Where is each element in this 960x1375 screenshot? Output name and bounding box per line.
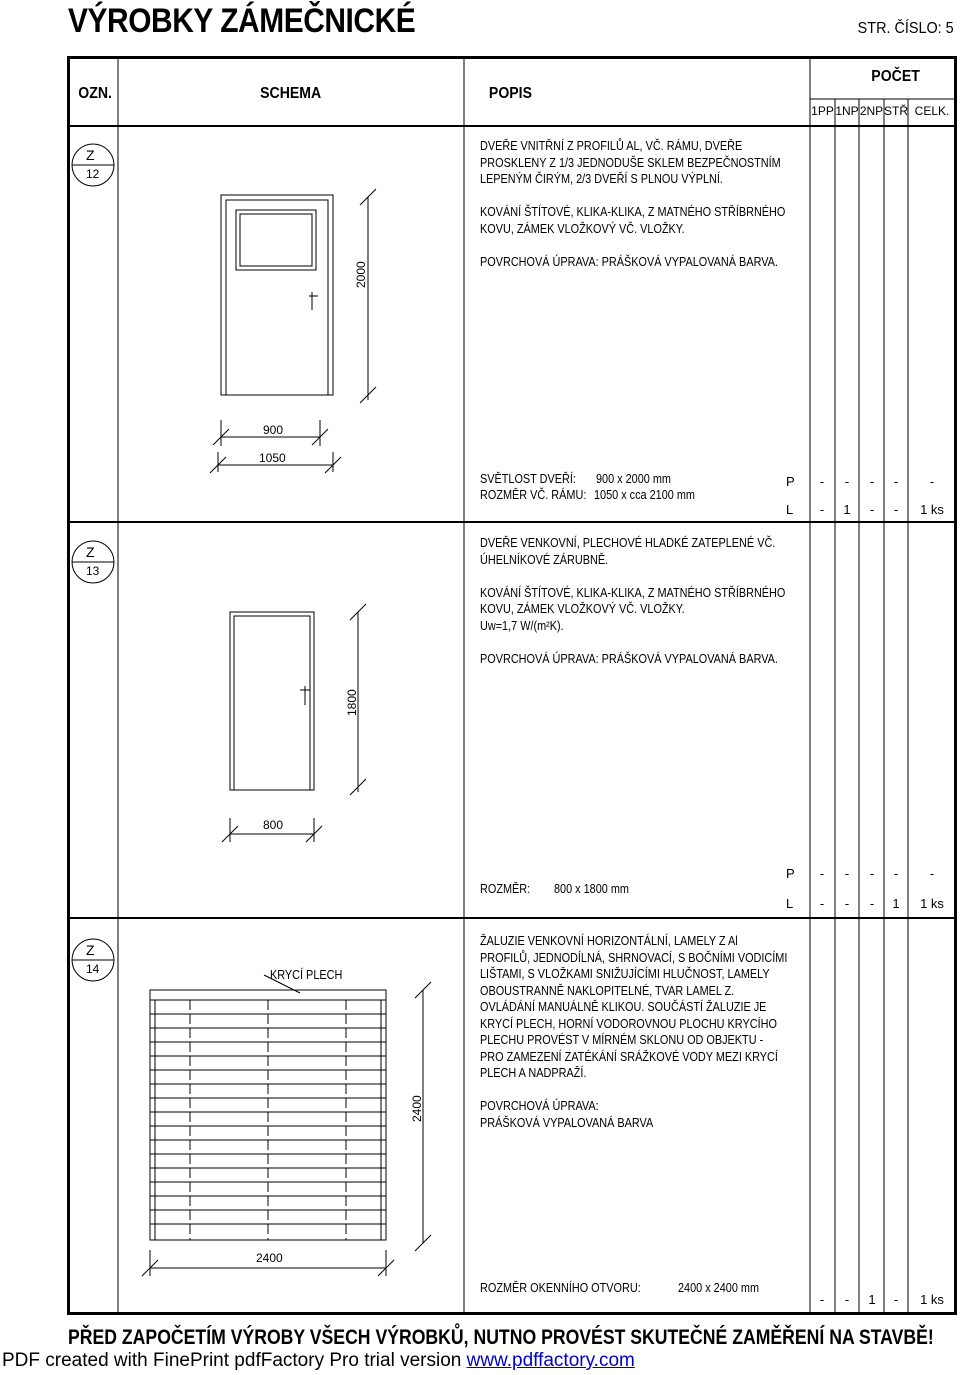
desc-line: KRYCÍ PLECH, HORNÍ VODOROVNOU PLOCHU KRYCÍHO bbox=[480, 1016, 777, 1031]
count-cell: 1 bbox=[892, 896, 900, 911]
size-value: 800 x 1800 mm bbox=[554, 882, 629, 896]
desc-line: PROSKLENY Z 1/3 JEDNODUŠE SKLEM BEZPEČNOSTNÍM bbox=[480, 155, 781, 170]
size-label: ROZMĚR: bbox=[480, 882, 531, 896]
desc-line: ŽALUZIE VENKOVNÍ HORIZONTÁLNÍ, LAMELY Z Al bbox=[480, 934, 738, 948]
count-cell: - bbox=[893, 866, 899, 881]
count-cell: - bbox=[819, 474, 825, 489]
count-cell: 1 bbox=[868, 1292, 876, 1307]
count-cell: - bbox=[819, 866, 825, 881]
dim-width-z13: 800 bbox=[263, 818, 284, 832]
desc-line: ÚHELNÍKOVÉ ZÁRUBNĚ. bbox=[480, 552, 609, 567]
desc-line bbox=[480, 237, 785, 254]
desc-line: Uw=1,7 W/(m²K). bbox=[480, 618, 564, 633]
count-side-p: P bbox=[786, 866, 795, 881]
header-pocet: POČET bbox=[871, 68, 920, 85]
item-z12-description bbox=[480, 138, 785, 270]
desc-line bbox=[480, 1082, 787, 1099]
count-side-l: L bbox=[786, 896, 794, 911]
desc-line bbox=[480, 634, 785, 651]
item-z13-description bbox=[480, 535, 785, 667]
size-value: 900 x 2000 mm bbox=[596, 472, 671, 486]
pdf-footer-text: PDF created with FinePrint pdfFactory Pro trial version bbox=[2, 1350, 467, 1371]
count-cell: - bbox=[819, 502, 825, 517]
desc-line: POVRCHOVÁ ÚPRAVA: bbox=[480, 1099, 599, 1113]
door-z12-drawing bbox=[210, 189, 376, 473]
pdf-footer-link[interactable]: www.pdffactory.com bbox=[466, 1350, 635, 1371]
pdf-footer bbox=[2, 1350, 635, 1372]
count-cell: - bbox=[893, 1292, 899, 1307]
dim-width-z14: 2400 bbox=[256, 1251, 283, 1265]
desc-line: DVEŘE VNITŘNÍ Z PROFILŮ AL, VČ. RÁMU, DVEŘE bbox=[480, 139, 743, 153]
page-title: VÝROBKY ZÁMEČNICKÉ bbox=[68, 2, 416, 40]
count-cell: - bbox=[869, 866, 875, 881]
footer-warning: PŘED ZAPOČETÍM VÝROBY VŠECH VÝROBKŮ, NUTNO PROVÉST SKUTEČNÉ ZAMĚŘENÍ NA STAVBĚ! bbox=[68, 1326, 934, 1349]
size-label: ROZMĚR VČ. RÁMU: bbox=[480, 488, 587, 502]
size-label: ROZMĚR OKENNÍHO OTVORU: bbox=[480, 1281, 641, 1295]
dim-height-z14: 2400 bbox=[410, 1095, 424, 1122]
count-cell: - bbox=[844, 1292, 850, 1307]
desc-line: OVLÁDÁNÍ MANUÁLNĚ KLIKOU. SOUČÁSTÍ ŽALUZIE JE bbox=[480, 1000, 767, 1014]
count-cell: 1 bbox=[843, 502, 851, 517]
floor-str: STŘ bbox=[884, 104, 908, 118]
count-cell: - bbox=[893, 502, 899, 517]
desc-line: PLECHU PROVÉST V MÍRNÉM SKLONU OD OBJEKTU - bbox=[480, 1033, 764, 1047]
mark-number-z12: 12 bbox=[86, 167, 100, 181]
count-cell: - bbox=[869, 502, 875, 517]
count-cell: - bbox=[844, 896, 850, 911]
desc-line: DVEŘE VENKOVNÍ, PLECHOVÉ HLADKÉ ZATEPLENÉ VČ. bbox=[480, 536, 776, 550]
dim-width-inner-z12: 900 bbox=[263, 423, 284, 437]
item-z14-description bbox=[480, 933, 787, 1131]
count-cell: - bbox=[844, 866, 850, 881]
desc-line: POVRCHOVÁ ÚPRAVA: PRÁŠKOVÁ VYPALOVANÁ BARVA. bbox=[480, 254, 778, 269]
dim-height-z12: 2000 bbox=[354, 261, 368, 288]
floor-headers bbox=[810, 104, 956, 118]
desc-line: KOVU, ZÁMEK VLOŽKOVÝ VČ. VLOŽKY. bbox=[480, 602, 685, 616]
page-number: STR. ČÍSLO: 5 bbox=[857, 20, 954, 37]
desc-line bbox=[480, 188, 785, 205]
count-cell: - bbox=[819, 1292, 825, 1307]
mark-letter-z12: Z bbox=[86, 147, 95, 163]
door-z13-drawing bbox=[222, 604, 366, 842]
mark-number-z13: 13 bbox=[86, 564, 100, 578]
floor-celk: CELK. bbox=[914, 104, 950, 118]
count-side-p: P bbox=[786, 474, 795, 489]
dim-width-outer-z12: 1050 bbox=[259, 451, 286, 465]
count-total: 1 ks bbox=[920, 896, 944, 911]
desc-line: LIŠTAMI, S VLOŽKAMI SNIŽUJÍCÍMI HLUČNOST, LAMELY bbox=[480, 967, 770, 981]
mark-number-z14: 14 bbox=[86, 962, 100, 976]
desc-line: PRO ZAMEZENÍ ZATÉKÁNÍ SRÁŽKOVÉ VODY MEZI KRYCÍ bbox=[480, 1049, 778, 1064]
count-side-l: L bbox=[786, 502, 794, 517]
desc-line: OBOUSTRANNĚ NAKLOPITELNÉ, TVAR LAMEL Z. bbox=[480, 983, 735, 998]
size-value: 1050 x cca 2100 mm bbox=[594, 488, 695, 502]
count-cell: - bbox=[869, 896, 875, 911]
desc-line: KOVÁNÍ ŠTÍTOVÉ, KLIKA-KLIKA, Z MATNÉHO STŘÍBRNÉHO bbox=[480, 205, 786, 219]
count-cell: - bbox=[893, 474, 899, 489]
header-ozn: OZN. bbox=[78, 85, 112, 102]
desc-line: PROFILŮ, JEDNODÍLNÁ, SHRNOVACÍ, S BOČNÍMI VODICÍMI bbox=[480, 950, 788, 965]
mark-letter-z14: Z bbox=[86, 942, 95, 958]
count-total: - bbox=[929, 866, 935, 881]
count-total: 1 ks bbox=[920, 502, 944, 517]
dim-height-z13: 1800 bbox=[345, 689, 359, 716]
callout-cover-plate: KRYCÍ PLECH bbox=[270, 968, 343, 982]
count-cell: - bbox=[869, 474, 875, 489]
desc-line: KOVÁNÍ ŠTÍTOVÉ, KLIKA-KLIKA, Z MATNÉHO STŘÍBRNÉHO bbox=[480, 585, 786, 600]
blind-z14-drawing bbox=[142, 975, 431, 1276]
size-value: 2400 x 2400 mm bbox=[678, 1281, 760, 1295]
count-total: - bbox=[929, 474, 935, 489]
desc-line bbox=[480, 568, 785, 585]
count-cell: - bbox=[844, 474, 850, 489]
desc-line: KOVU, ZÁMEK VLOŽKOVÝ VČ. VLOŽKY. bbox=[480, 221, 685, 236]
floor-1pp: 1PP bbox=[811, 104, 834, 118]
desc-line: POVRCHOVÁ ÚPRAVA: PRÁŠKOVÁ VYPALOVANÁ BARVA. bbox=[480, 651, 778, 666]
floor-2np: 2NP bbox=[859, 104, 884, 118]
desc-line: PLECH A NADPRAŽÍ. bbox=[480, 1066, 587, 1080]
desc-line: PRÁŠKOVÁ VYPALOVANÁ BARVA bbox=[480, 1115, 654, 1130]
desc-line: LEPENÝM ČIRÝM, 2/3 DVEŘÍ S PLNOU VÝPLNÍ. bbox=[480, 172, 723, 186]
size-label: SVĚTLOST DVEŘÍ: bbox=[480, 472, 576, 486]
header-schema: SCHEMA bbox=[260, 85, 322, 102]
floor-1np: 1NP bbox=[835, 104, 859, 118]
count-total: 1 ks bbox=[920, 1292, 944, 1307]
mark-letter-z13: Z bbox=[86, 544, 95, 560]
header-popis: POPIS bbox=[488, 85, 532, 102]
count-cell: - bbox=[819, 896, 825, 911]
